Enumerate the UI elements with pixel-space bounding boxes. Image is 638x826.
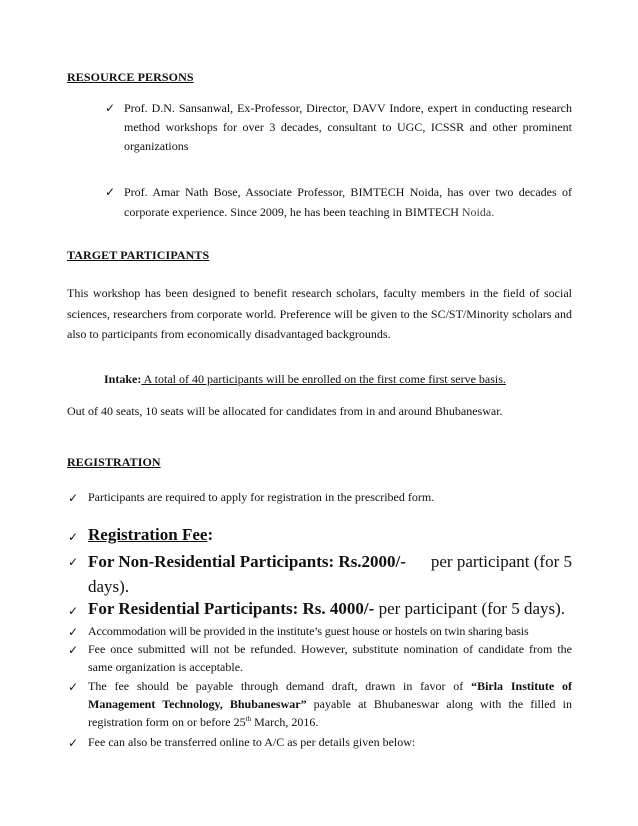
dd-superscript: th [245,715,252,723]
checkmark-icon: ✓ [68,643,79,657]
checkmark-icon: ✓ [68,736,79,750]
fee-label-text: Registration Fee [88,525,208,544]
dd-text-c: March, 2016. [251,715,319,729]
checkmark-icon: ✓ [68,604,79,618]
dd-text-a: The fee should be payable through demand draft, drawn in favor of [88,679,472,693]
demand-draft-text [88,677,572,731]
apply-text: Participants are required to apply for registration in the prescribed form. [88,490,435,504]
resource-person-text-end: Noida. [461,205,495,219]
resource-persons-heading: RESOURCE PERSONS [67,70,194,84]
checkmark-icon: ✓ [68,555,79,569]
fee-label-colon: : [207,525,214,544]
accommodation-text: Accommodation will be provided in the institute’s guest house or hostels on twin sharing basis [88,624,529,638]
non-res-bold: For Non-Residential Participants: Rs.2000/- [88,552,406,571]
resource-person-text: Prof. Amar Nath Bose, Associate Professor, BIMTECH Noida, has over two decades of corporate experience. Since 2009, he has been teaching in BIMTECH [124,185,572,219]
non-res-rest: per participant (for 5 [430,552,572,571]
intake-line [104,371,544,387]
non-residential-fee [88,549,572,599]
res-bold: For Residential Participants: Rs. 4000/- [88,599,375,618]
intake-label: Intake: [104,372,142,386]
checkmark-icon: ✓ [68,680,79,694]
checkmark-icon: ✓ [68,530,79,544]
online-transfer-text: Fee can also be transferred online to A/C as per details given below: [88,735,416,749]
checkmark-icon: ✓ [68,625,79,639]
checkmark-icon: ✓ [105,101,116,115]
res-rest: per participant (for 5 days). [374,599,566,618]
residential-fee [88,598,572,620]
seats-text: Out of 40 seats, 10 seats will be allocated for candidates from in and around Bhubaneswar. [67,404,503,418]
target-participants-paragraph: This workshop has been designed to benefit research scholars, faculty members in the field of social sciences, researchers from corporate world. Preference will be given to the SC/ST/Minority scholars and also to participants from economically disadvantaged backgrounds. [67,286,572,341]
refund-text: Fee once submitted will not be refunded. However, substitute nomination of candidate from the same organization is acceptable. [88,642,572,674]
checkmark-icon: ✓ [68,491,79,505]
registration-heading: REGISTRATION [67,455,161,469]
registration-fee-label [88,524,572,546]
checkmark-icon: ✓ [105,185,116,199]
non-residential-line1 [88,549,572,574]
resource-person-item [124,182,572,222]
resource-person-item: Prof. D.N. Sansanwal, Ex-Professor, Director, DAVV Indore, expert in conducting research method workshops for over 3 decades, consultant to UGC, ICSSR and other prominent organizations [124,101,572,153]
dd-text-b: payable at Bhubaneswar along with the filled in registration form on or before 25 [88,697,572,729]
target-participants-heading: TARGET PARTICIPANTS [67,248,210,262]
intake-text: A total of 40 participants will be enrolled on the first come first serve basis. [141,372,506,386]
non-res-line2: days). [88,577,130,596]
dd-institute-name: “Birla Institute of Management Technology, Bhubaneswar” [88,679,572,711]
